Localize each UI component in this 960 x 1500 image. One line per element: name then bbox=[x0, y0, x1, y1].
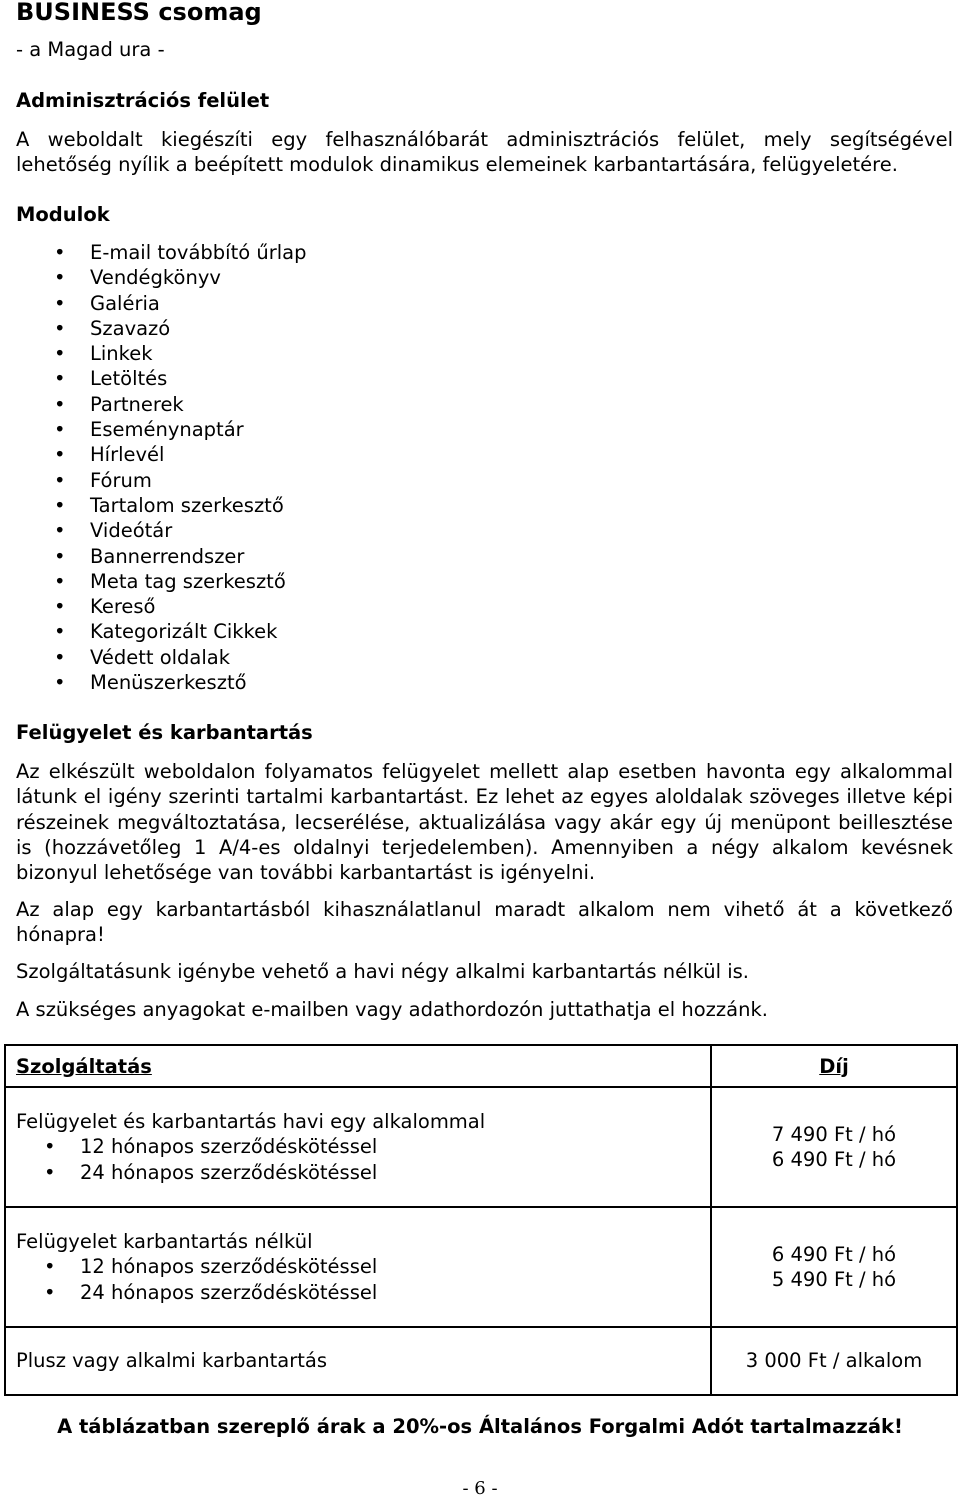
table-header-row bbox=[5, 1045, 957, 1087]
list-item: • Videótár bbox=[16, 518, 306, 543]
list-item: • Meta tag szerkesztő bbox=[16, 569, 306, 594]
service-name: Plusz vagy alkalmi karbantartás bbox=[16, 1349, 328, 1373]
list-item: • 24 hónapos szerződéskötéssel bbox=[16, 1280, 710, 1305]
admin-heading: Adminisztrációs felület bbox=[16, 89, 270, 112]
price-value: 6 490 Ft / hó bbox=[771, 1242, 897, 1266]
list-item: • Hírlevél bbox=[16, 442, 306, 467]
list-item: • 12 hónapos szerződéskötéssel bbox=[16, 1134, 710, 1159]
list-item: • Galéria bbox=[16, 291, 306, 316]
maintenance-heading: Felügyelet és karbantartás bbox=[16, 721, 313, 744]
list-item: • Védett oldalak bbox=[16, 645, 306, 670]
list-item: • Fórum bbox=[16, 468, 306, 493]
list-item: • Bannerrendszer bbox=[16, 544, 306, 569]
list-item: • Letöltés bbox=[16, 366, 306, 391]
fee-column-header: Díj bbox=[711, 1045, 957, 1087]
list-item: • Szavazó bbox=[16, 316, 306, 341]
list-item: • Partnerek bbox=[16, 392, 306, 417]
maintenance-paragraph-2: Az alap egy karbantartásból kihasználatlanul maradt alkalom nem vihető át a következő hónapra! bbox=[16, 898, 953, 947]
list-item: • Kategorizált Cikkek bbox=[16, 619, 306, 644]
service-name: Felügyelet és karbantartás havi egy alkalommal bbox=[16, 1110, 486, 1134]
list-item: • Menüszerkesztő bbox=[16, 670, 306, 695]
contract-options bbox=[16, 1134, 710, 1185]
list-item: • Kereső bbox=[16, 594, 306, 619]
price-value: 7 490 Ft / hó bbox=[771, 1122, 897, 1146]
admin-text: A weboldalt kiegészíti egy felhasználóbarát adminisztrációs felület, mely segítségével lehetőség nyílik a beépített modulok dinamikus elemeinek karbantartására, felügyeletére. bbox=[16, 128, 953, 177]
table-row bbox=[5, 1327, 957, 1395]
price-value: 3 000 Ft / alkalom bbox=[745, 1349, 923, 1373]
vat-note: A táblázatban szereplő árak a 20%-os Általános Forgalmi Adót tartalmazzák! bbox=[57, 1415, 903, 1438]
page-title: BUSINESS csomag bbox=[16, 0, 262, 26]
list-item: • Eseménynaptár bbox=[16, 417, 306, 442]
table-row bbox=[5, 1087, 957, 1207]
table-row bbox=[5, 1207, 957, 1327]
list-item: • Vendégkönyv bbox=[16, 265, 306, 290]
list-item: • 12 hónapos szerződéskötéssel bbox=[16, 1254, 710, 1279]
service-column-header: Szolgáltatás bbox=[16, 1054, 152, 1078]
contract-options bbox=[16, 1254, 710, 1305]
service-name: Felügyelet karbantartás nélkül bbox=[16, 1230, 313, 1254]
page-number: - 6 - bbox=[462, 1478, 498, 1499]
list-item: • 24 hónapos szerződéskötéssel bbox=[16, 1160, 710, 1185]
price-table bbox=[4, 1044, 958, 1396]
list-item: • Linkek bbox=[16, 341, 306, 366]
list-item: • E-mail továbbító űrlap bbox=[16, 240, 306, 265]
modules-list bbox=[16, 240, 306, 695]
maintenance-paragraph-4: A szükséges anyagokat e-mailben vagy adathordozón juttathatja el hozzánk. bbox=[16, 998, 768, 1021]
list-item: • Tartalom szerkesztő bbox=[16, 493, 306, 518]
maintenance-paragraph-1: Az elkészült weboldalon folyamatos felügyelet mellett alap esetben havonta egy alkalommal látunk el igény szerinti tartalmi karbantartást. Ez lehet az egyes aloldalak szöveges illetve képi részeinek megváltoztatása, lecserélése, aktualizálása vagy akár egy új menüpont beillesztése is (hozzávetőleg 1 A/4-es oldalnyi terjedelemben). Amennyiben a négy alkalom kevésnek bizonyul lehetősége van további karbantartást is igényelni. bbox=[16, 760, 953, 885]
page-subtitle: - a Magad ura - bbox=[16, 38, 165, 61]
price-value: 5 490 Ft / hó bbox=[771, 1268, 897, 1291]
modules-heading: Modulok bbox=[16, 203, 110, 226]
price-value: 6 490 Ft / hó bbox=[771, 1148, 897, 1171]
maintenance-paragraph-3: Szolgáltatásunk igénybe vehető a havi négy alkalmi karbantartás nélkül is. bbox=[16, 960, 749, 983]
